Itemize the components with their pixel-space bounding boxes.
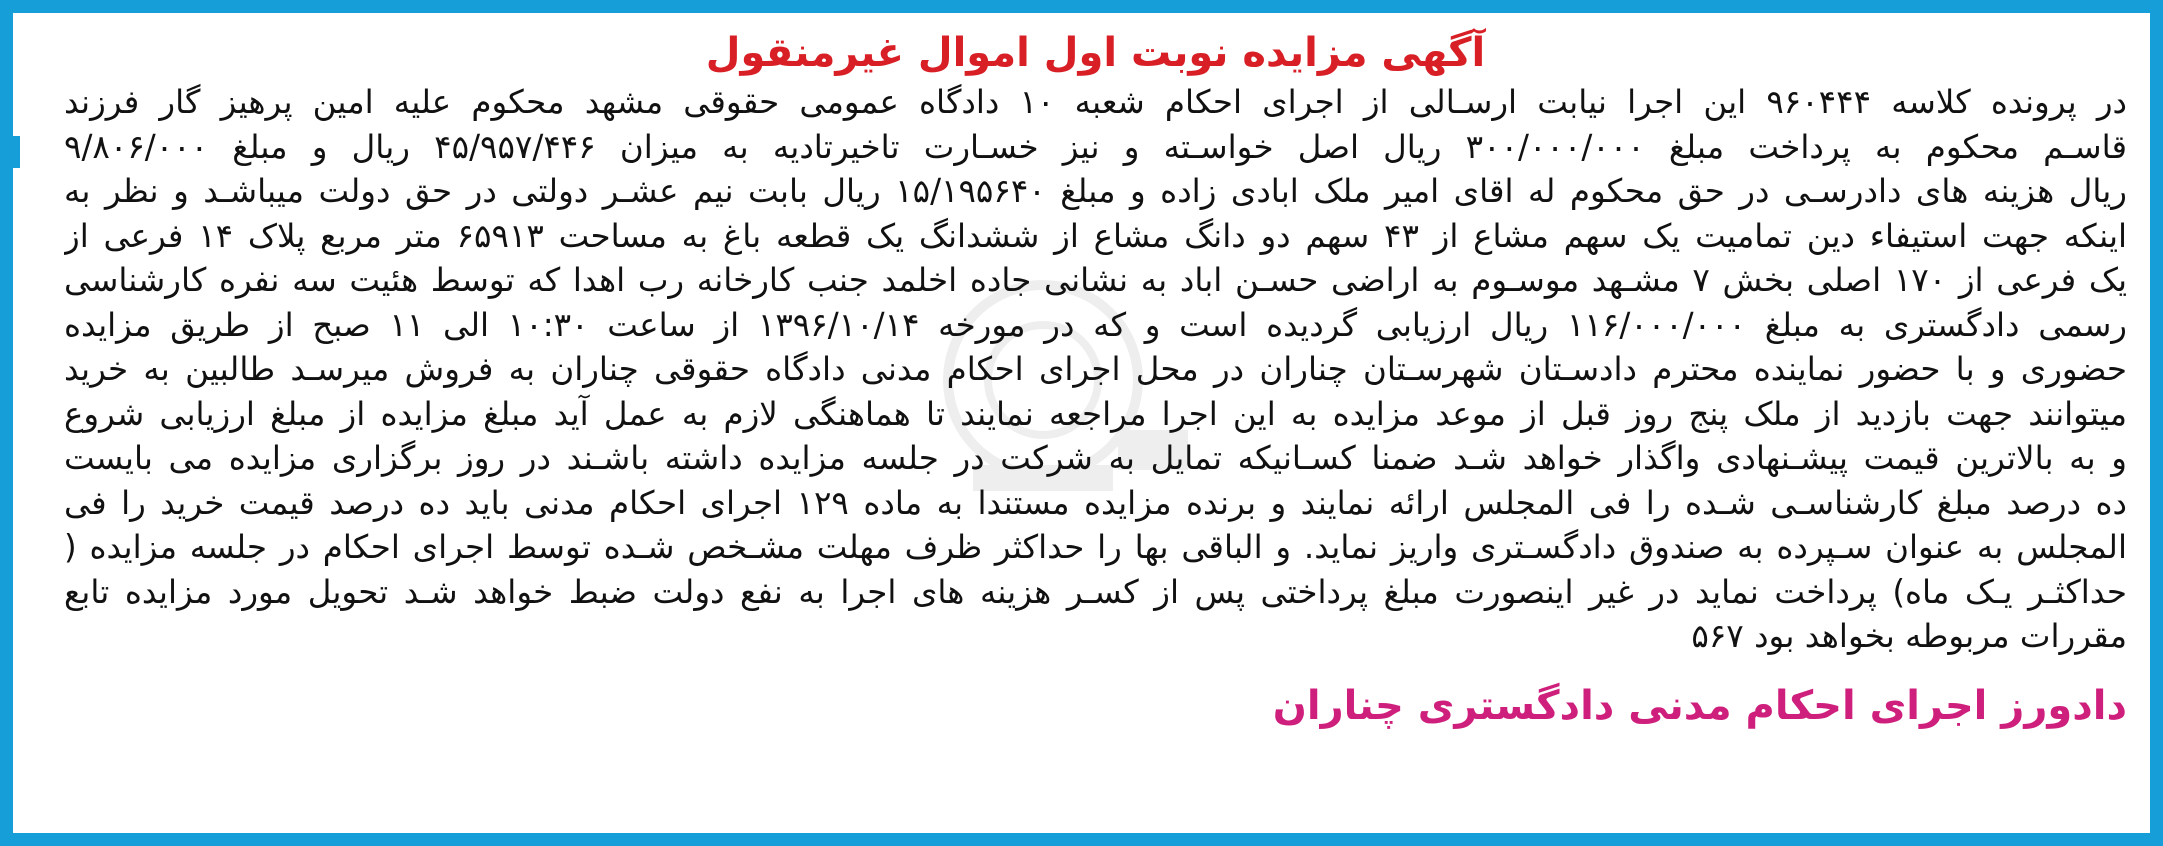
body-line: المجلس به عنوان سـپرده به صندوق دادگسـتری واریز نماید. و الباقی بها را حداکثر ظرف مهلت مشـخص شـده توسط اجرای احکام در جلسه مزایده ( [64, 528, 2127, 566]
notice-title: آگهی مزایده نوبت اول اموال غیرمنقول [705, 30, 1486, 76]
body-line: اینکه جهت استیفاء دین تمامیت یک سهم مشاع از ۴۳ سهم دو دانگ مشاع از ششدانگ یک قطعه باغ به مساحت ۶۵۹۱۳ متر مربع پلاک ۱۴ فرعی از [64, 216, 2127, 255]
body-line: حداکثـر یـک ماه) پرداخت نماید در غیر اینصورت مبلغ پرداختی پس از کسـر هزینه های اجرا به نفع دولت ضبط خواهد شـد تحویل مورد مزایده تابع [64, 572, 2127, 611]
body-line: حضوری و با حضور نماینده محترم دادسـتان شهرسـتان چناران در محل اجرای احکام مدنی دادگاه حقوقی چناران به فروش میرسـد طالبین به خرید [64, 350, 2127, 388]
body-line: قاسـم محکوم به پرداخت مبلغ ۳۰۰/۰۰۰/۰۰۰ ریال اصل خواسـته و نیز خسـارت تاخیرتادیه به میزان ۴۵/۹۵۷/۴۴۶ ریال و مبلغ ۹/۸۰۶/۰۰۰ [64, 127, 2127, 166]
body-line: ریال هزینه های دادرسـی در حق محکوم له اقای امیر ملک ابادی زاده و مبلغ ۱۵/۱۹۵۶۴۰ ریال بابت نیم عشـر دولتی در حق دولت میباشـد و نظر به [64, 172, 2127, 210]
notice-content [64, 20, 2127, 832]
body-line: رسمی دادگستری به مبلغ ۱۱۶/۰۰۰/۰۰۰ ریال ارزیابی گردیده است و که در مورخه ۱۳۹۶/۱۰/۱۴ از ساعت ۱۰:۳۰ الی ۱۱ صبح از طریق مزایده [64, 305, 2127, 344]
notice-signature: دادورز اجرای احکام مدنی دادگستری چناران [1272, 682, 2127, 729]
body-line: و به بالاترین قیمت پیشـنهادی واگذار خواهد شـد ضمنا کسـانیکه تمایل به شرکت در جلسه مزایده داشته باشـند در روز برگزاری مزایده می بایست [64, 439, 2127, 477]
notice-body [64, 80, 2127, 659]
body-line: ده درصد مبلغ کارشناسـی شـده را فی المجلس ارائه نمایند و برنده مزایده مستندا به ماده ۱۲۹ اجرای احکام مدنی باید ده درصد قیمت خرید را فی [64, 483, 2127, 522]
body-line: در پرونده کلاسه ۹۶۰۴۴۴ این اجرا نیابت ارسـالی از اجرای احکام شعبه ۱۰ دادگاه عمومی حقوقی مشهد محکوم علیه امین پرهیز گار فرزند [64, 83, 2127, 121]
body-line: یک فرعی از ۱۷۰ اصلی بخش ۷ مشـهد موسـوم به اراضی حسـن اباد به نشانی جاده اخلمد جنب کارخانه رب اهدا که توسط هئیت سه نفره کارشناسی [64, 261, 2127, 299]
body-line: میتوانند جهت بازدید از ملک پنج روز قبل از موعد مزایده به این اجرا مراجعه نمایند تا هماهنگی لازم به عمل آید مبلغ مزایده از مبلغ ارزیابی شروع [64, 394, 2127, 433]
frame-side-tab [0, 136, 20, 168]
body-line: مقررات مربوطه بخواهد بود ۵۶۷ [1691, 617, 2127, 655]
